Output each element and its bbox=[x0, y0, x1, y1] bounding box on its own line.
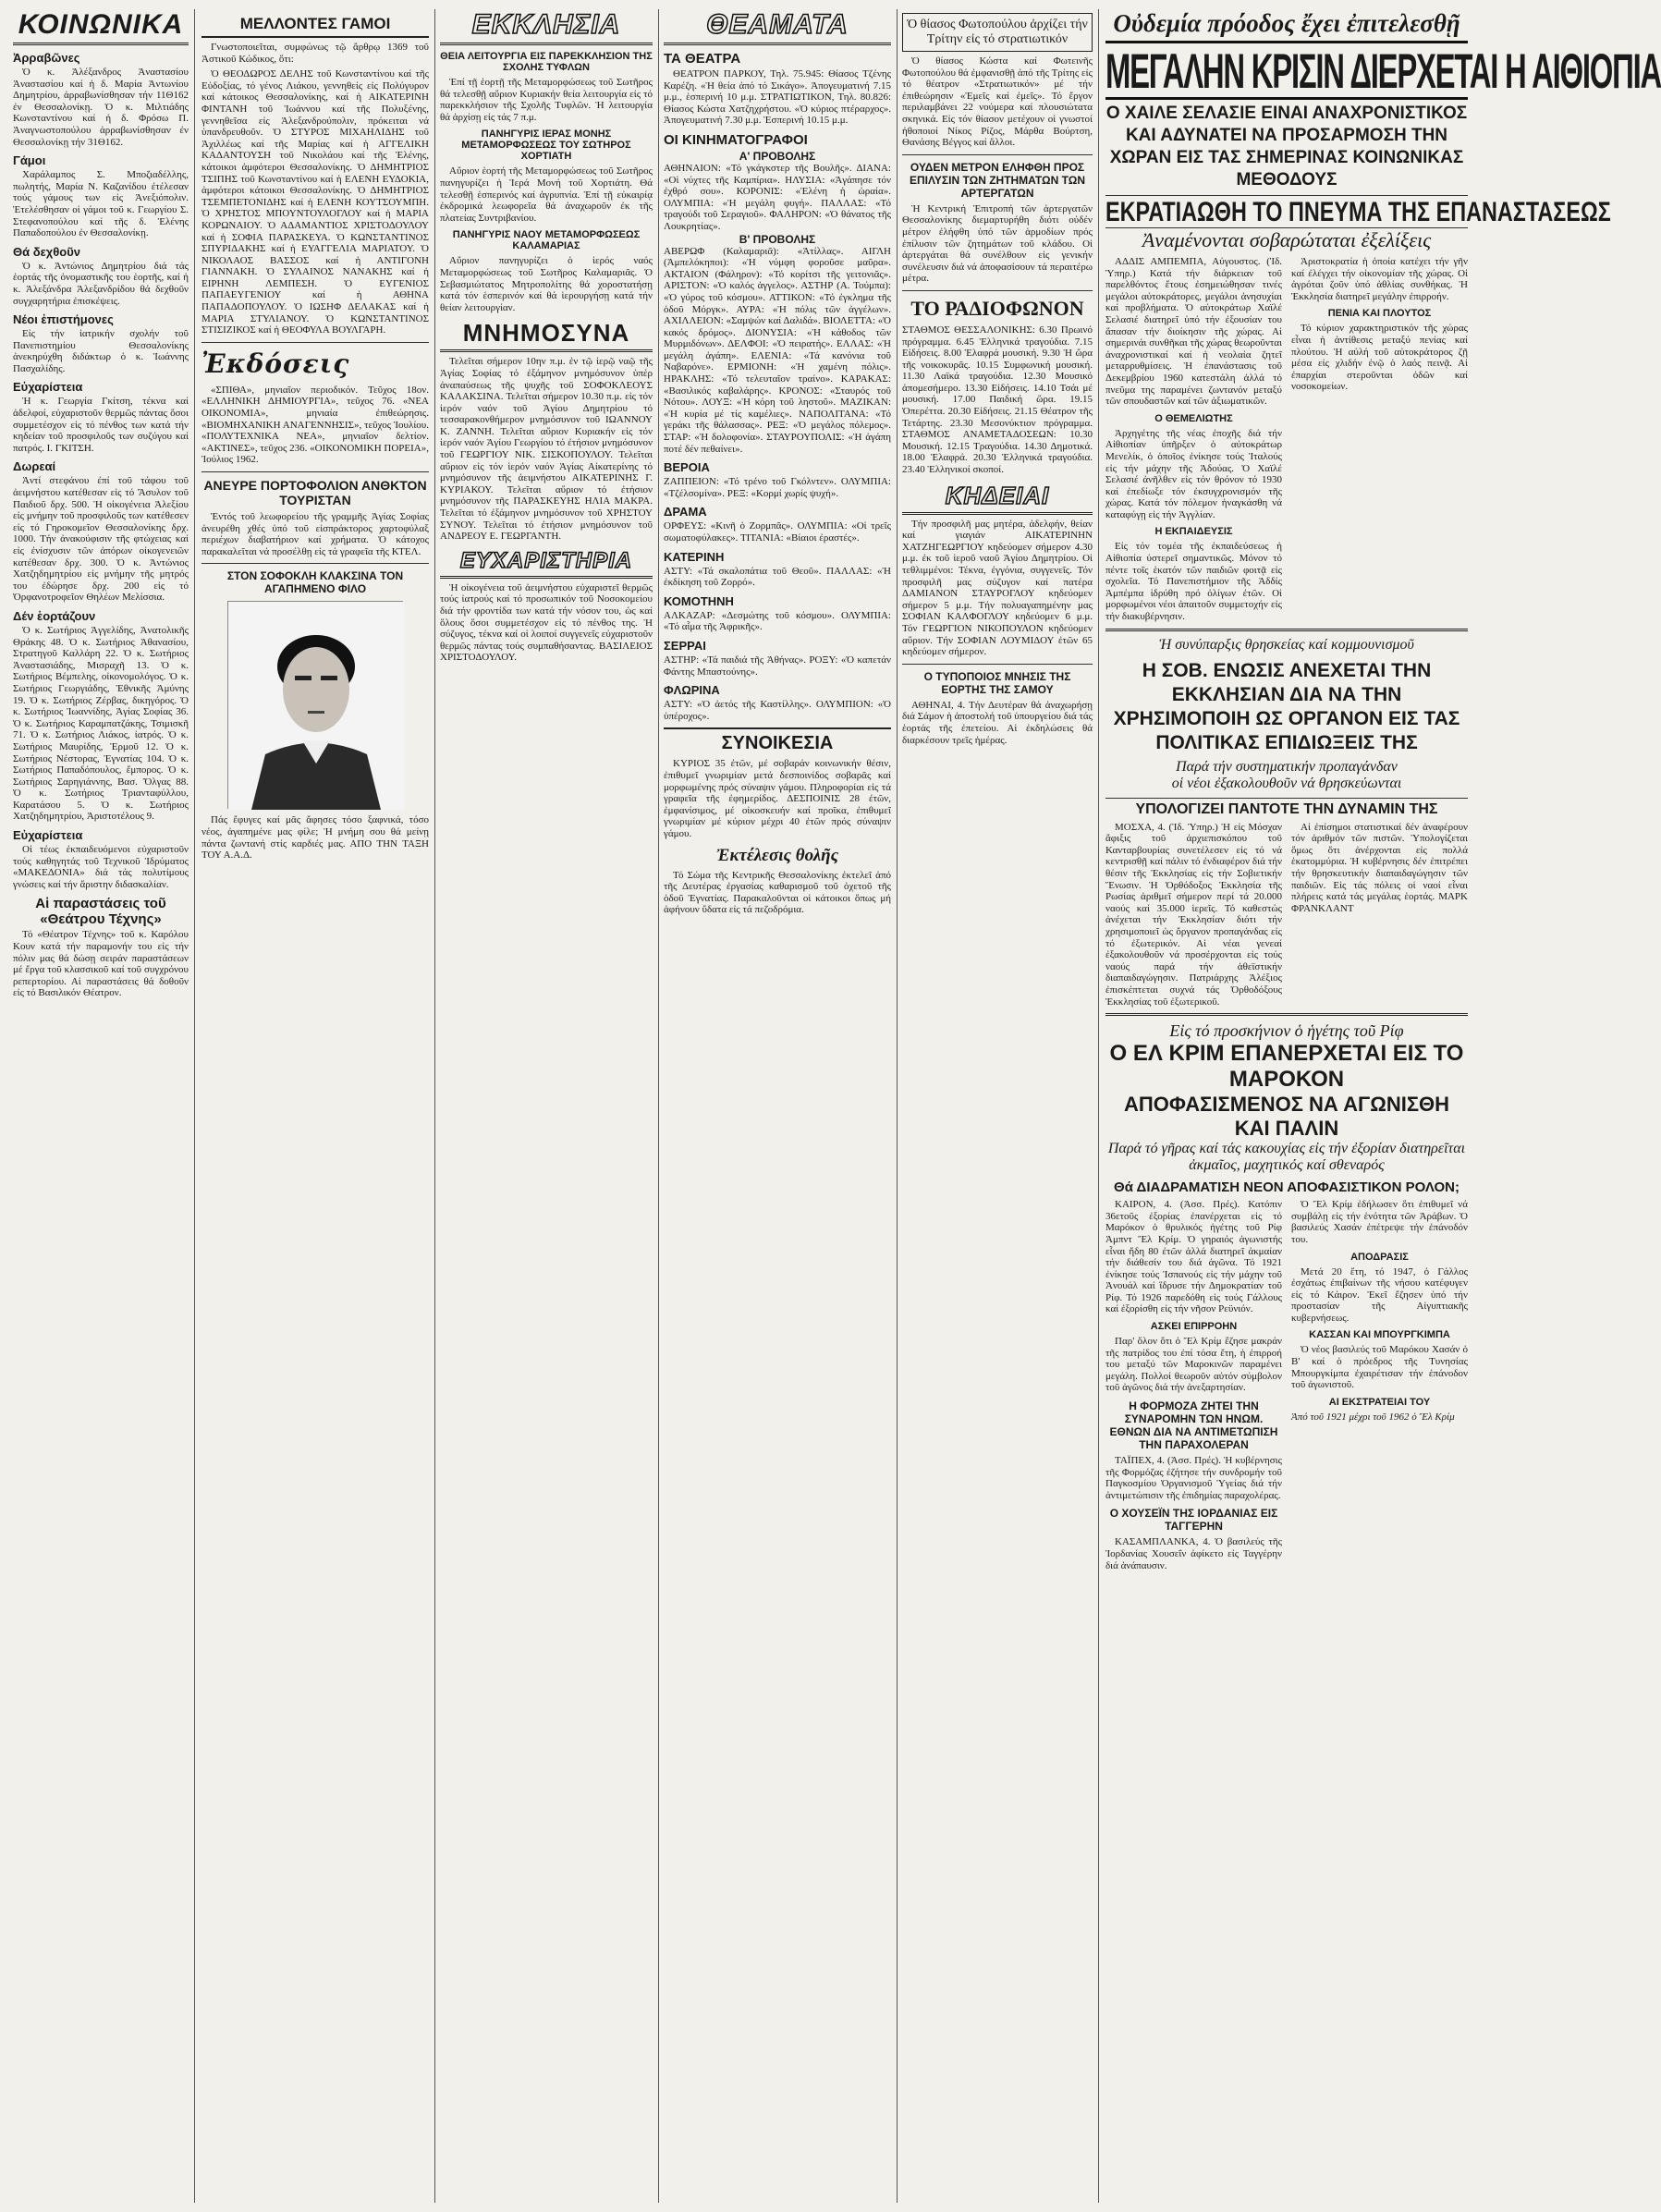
text-fotopoulos: Ὁ θίασος Κώστα καί Φωτεινῆς Φωτοπούλου θά ἐμφανισθῇ ἀπό τῆς Τρίτης εἰς τό θέατρον «Στρατιωτικόν» μέ τήν ἐπιθεώρησιν «Ἐμεῖς καί ἐμεῖς». Τό ἔργον περιλαμβάνει 22 νούμερα καί πλουσιώτατα σκηνικά. Εἰς τόν θίασον μετέχουν οἱ γνωστοί ἠθοποιοί Νίκος Ρίζος, Μάρθα Βούρτση, Θανάσης Βέγγος καί ἄλλοι. bbox=[902, 55, 1093, 149]
heading-theaters: ΤΑ ΘΕΑΤΡΑ bbox=[664, 51, 741, 67]
section-title-social: ΚΟΙΝΩΝΙΚΑ bbox=[13, 9, 189, 45]
theater-announcement-box bbox=[902, 13, 1093, 52]
text-ussr-church-2: Αἱ ἐπίσημοι στατιστικαί δέν ἀναφέρουν τόν ἀριθμόν τῶν πιστῶν. Ὑπολογίζεται ὅμως ὅτι ἀνέρχονται εἰς πολλά ἑκατομμύρια. Ἡ κυβέρνησις δέν ἐπιτρέπει τήν θρησκευτικήν διαπαιδαγώγησιν τῶν παιδιῶν. Εἰς τάς πόλεις οἱ ναοί εἶναι πλήρεις κατά τάς μεγάλας ἑορτάς. ΜΑΡΚ ΦΡΑΝΚΛΑΝΤ bbox=[1291, 821, 1468, 914]
column-weddings bbox=[202, 9, 429, 2203]
heading-formosa: Η ΦΟΡΜΟΖΑ ΖΗΤΕΙ ΤΗΝ ΣΥΝΑΡΟΜΗΝ ΤΩΝ ΗΝΩΜ. ΕΘΝΩΝ ΔΙΑ ΝΑ ΑΝΤΙΜΕΤΩΠΙΣΗ ΤΗΝ ΠΑΡΑΧΟΛΕΡΑΝ bbox=[1109, 1399, 1278, 1452]
heading-cinemas: ΟΙ ΚΙΝΗΜΑΤΟΓΡΑΦΟΙ bbox=[664, 131, 808, 148]
lead-headline-ethiopia: ΜΕΓΑΛΗΝ ΚΡΙΣΙΝ ΔΙΕΡΧΕΤΑΙ Η ΑΙΘΙΟΠΙΑ bbox=[1105, 44, 1661, 99]
caption-campaigns: ΑΙ ΕΚΣΤΡΑΤΕΙΑΙ ΤΟΥ bbox=[1328, 1396, 1431, 1408]
text-found-wallet: Ἐντός τοῦ λεωφορείου τῆς γραμμῆς Ἀγίας Σοφίας ἀνευρέθη χθές ὑπό τοῦ εἰσπράκτορος χαρτοφύλαξ περιέχων διαβατήριον καί χρήματα. Ὁ κάτοχος παρακαλεῖται νά προσέλθῃ εἰς τά γραφεῖα τῆς ΚΤΕΛ. bbox=[202, 511, 429, 557]
heading-weddings: Γάμοι bbox=[13, 153, 46, 168]
lead-kicker: Οὐδεμία πρόοδος ἔχει ἐπιτελεσθῇ bbox=[1113, 9, 1460, 37]
text-founder: Ἀρχηγέτης τῆς νέας ἐποχῆς διά τήν Αἰθιοπίαν ὑπῆρξεν ὁ αὐτοκράτωρ Μενελίκ, ὁ ὁποῖος ἐνίκησε τούς Ἰταλούς εἰς τήν μάχην τῆς Ἀδούας. Ὁ Χαϊλέ Σελασιέ ἀνῆλθεν εἰς τόν θρόνον τό 1930 καί ἐπεδίωξε τόν ἐκσυγχρονισμόν τῆς χώρας. Κατά τόν πόλεμον ἠναγκάσθη νά καταφύγῃ εἰς τήν Ἀγγλίαν. bbox=[1105, 427, 1282, 520]
headline-revolution-spirit: ΕΚΡΑΤΙΑΩΘΗ ΤΟ ΠΝΕΥΜΑ ΤΗΣ ΕΠΑΝΑΣΤΑΣΕΩΣ bbox=[1105, 197, 1611, 227]
section-title-memorials: ΜΝΗΜΟΣΥΝΑ bbox=[440, 319, 653, 352]
heading-escape: ΑΠΟΔΡΑΣΙΣ bbox=[1350, 1251, 1409, 1263]
text-thanks-2: Οἱ τέως ἐκπαιδευόμενοι εὐχαριστοῦν τούς καθηγητάς τοῦ Τεχνικοῦ Ἱδρύματος «ΜΑΚΕΔΟΝΙΑ» διά τάς πολυτίμους γνώσεις καί τήν ἄριστην διδασκαλίαν. bbox=[13, 844, 189, 890]
text-katerini: ΑΣΤΥ: «Τά σκαλοπάτια τοῦ Θεοῦ». ΠΑΛΛΑΣ: «Ἡ ἐκδίκηση τοῦ Ζορρό». bbox=[664, 565, 891, 589]
column-rule bbox=[897, 9, 898, 2203]
column-rule bbox=[1098, 9, 1099, 2203]
text-theater-performances: Τό «Θέατρον Τέχνης» τοῦ κ. Καρόλου Κουν κατά τήν παραμονήν του εἰς τήν πόλιν μας θά δώσῃ σειράν παραστάσεων μέ ἔργα τοῦ κλασσικοῦ καί τοῦ συγχρόνου ρεπερτορίου. Αἱ παραστάσεις θά δοθοῦν εἰς τό Βασιλικόν Θέατρον. bbox=[13, 929, 189, 999]
text-weddings: Χαράλαμπος Σ. Μποζιαδέλλης, πωλητής, Μαρία Ν. Καζανίδου ἐτέλεσαν τούς γάμους των εἰς Ἀνεξιόπολιν. Ἐτελέσθησαν οἱ γάμοι τοῦ κ. Γεωργίου Σ. Στεφανοπούλου καί τῆς δ. Ἑλένης Παπαδοπούλου ἐν Θεσσαλονίκῃ. bbox=[13, 169, 189, 239]
heading-hassan-bourguiba: ΚΑΣΣΑΝ ΚΑΙ ΜΠΟΥΡΓΚΙΜΠΑ bbox=[1309, 1329, 1450, 1341]
text-hassan-bourguiba: Ὁ νέος βασιλεύς τοῦ Μαρόκου Χασάν ὁ Β' καί ὁ πρόεδρος τῆς Τυνησίας Μπουργκίμπα ἐχαιρέτισαν τήν ἐπάνοδον τοῦ ἀγωνιστοῦ. bbox=[1291, 1344, 1468, 1391]
heading-found-wallet: ΑΝΕΥΡΕ ΠΟΡΤΟΦΟΛΙΟΝ ΑΝΘΚΤΟΝ ΤΟΥΡΙΣΤΑΝ bbox=[203, 478, 427, 507]
section-title-funerals: ΚΗΔΕΙΑΙ bbox=[902, 482, 1093, 515]
headline-calculates-power: ΥΠΟΛΟΓΙΖΕΙ ΠΑΝΤΟΤΕ ΤΗΝ ΔΥΝΑΜΙΝ ΤΗΣ bbox=[1105, 798, 1468, 818]
heading-second-run: Β' ΠΡΟΒΟΛΗΣ bbox=[739, 232, 816, 246]
section-title-entertainment: ΘΕΑΜΑΤΑ bbox=[664, 9, 891, 45]
heading-samos: Ο ΤΥΠΟΠΟΙΟΣ ΜΝΗΣΙΣ ΤΗΣ ΕΟΡΤΗΣ ΤΗΣ ΣΑΜΟΥ bbox=[923, 669, 1071, 696]
text-festival-hortiati: Αὔριον ἑορτή τῆς Μεταμορφώσεως τοῦ Σωτῆρος πανηγυρίζει ἡ Ἱερά Μονή τοῦ Χορτιάτη. Θά τελεσθῇ ἑσπερινός καί ἀγρυπνία. Ἐπί τῇ εὐκαιρίᾳ ἐκδρομικά λεωφορεῖα θά ἀναχωροῦν ἐκ τῆς πλατείας Συντριβανίου. bbox=[440, 165, 653, 224]
heading-hussein: Ο ΧΟΥΣΕΪΝ ΤΗΣ ΙΟΡΔΑΝΙΑΣ ΕΙΣ ΤΑΓΓΕΡΗΝ bbox=[1109, 1507, 1278, 1534]
heading-influence: ΑΣΚΕΙ ΕΠΙΡΡΟΗΝ bbox=[1150, 1321, 1238, 1333]
heading-fotopoulos: Ὁ θίασος Φωτοπούλου ἀρχίζει τήν Τρίτην εἰς τό στρατιωτικόν bbox=[907, 18, 1088, 46]
text-samos: ΑΘΗΝΑΙ, 4. Τήν Δευτέραν θά ἀναχωρήσῃ διά Σάμον ἡ ἀποστολή τοῦ ὑπουργείου διά τάς ἑορτάς τῆς ἐπετείου. Αἱ ἐκδηλώσεις θά διαρκέσουν τρεῖς ἡμέρας. bbox=[902, 699, 1093, 746]
text-first-run: ΑΘΗΝΑΙΟΝ: «Τό γκάγκστερ τῆς Βουλῆς». ΔΙΑΝΑ: «Οἱ νύχτες τῆς Καμπίρια». ΗΛΥΣΙΑ: «Ἀγάπησε τόν ἐχθρό σου». ΚΟΡΟΝΙΣ: «Ἑλένη ἡ ὡραία». ΟΛΥΜΠΙΑ: «Ἡ μεγάλη φυγή». ΠΑΛΛΑΣ: «Τό τραγούδι τοῦ Σεραγιοῦ». ΦΑΛΗΡΟΝ: «Ὁ θάνατος τῆς Λουκρητίας». bbox=[664, 162, 891, 232]
heading-thanks-2: Εὐχαρίστεια bbox=[13, 828, 83, 843]
column-lead-stories bbox=[1105, 9, 1661, 2203]
section-title-upcoming-weddings: ΜΕΛΛΟΝΤΕΣ ΓΑΜΟΙ bbox=[202, 15, 429, 38]
column-church bbox=[440, 9, 653, 2203]
text-komotini: ΑΛΚΑΖΑΡ: «Δεσμώτης τοῦ κόσμου». ΟΛΥΜΠΙΑ: «Τό αἷμα τῆς Ἀφρικῆς». bbox=[664, 609, 891, 633]
text-thanks: Ἡ κ. Γεωργία Γκίτση, τέκνα καί ἀδελφοί, εὐχαριστοῦν θερμῶς πάντας ὅσοι συμμετέσχον εἰς τό πένθος των κατά τήν κηδείαν τοῦ προσφιλοῦς των συζύγου καί πατρός. Ι. ΓΚΙΤΣΗ. bbox=[13, 396, 189, 454]
text-publications: «ΣΠΙΘΑ», μηνιαῖον περιοδικόν. Τεῦχος 18ον. «ΕΛΛΗΝΙΚΗ ΔΗΜΙΟΥΡΓΙΑ», τεῦχος 76. «ΝΕΑ ΟΙΚΟΝΟΜΙΑ», μηνιαία ἐπιθεώρησις. «ΒΙΟΜΗΧΑΝΙΚΗ ΑΝΑΓΕΝΝΗΣΙΣ», τεῦχος Ἰουλίου. «ΠΟΛΥΤΕΧΝΙΚΑ ΝΕΑ», μηνιαῖον δελτίον. «ΑΚΤΙΝΕΣ», τεῦχος 236. «ΟΙΚΟΝΟΜΙΚΗ ΠΟΡΕΙΑ», Ἰούλιος 1962. bbox=[202, 384, 429, 466]
heading-katerini: ΚΑΤΕΡΙΝΗ bbox=[664, 549, 725, 564]
heading-drama: ΔΡΑΜΑ bbox=[664, 505, 707, 519]
heading-serres: ΣΕΡΡΑΙ bbox=[664, 638, 706, 653]
text-memorial: Πάς ἔφυγες καί μᾶς ἄφησες τόσο ξαφνικά, τόσο νέος, ἀγαπημένε μας φίλε; Ἡ μνήμη σου θά μείνῃ πάντα ζωντανή στίς καρδιές μας. ΑΠΟ ΤΗΝ ΤΑΞΗ ΤΟΥ Α.Α.Δ. bbox=[202, 814, 429, 862]
text-hussein: ΚΑΣΑΜΠΛΑΝΚΑ, 4. Ὁ βασιλεύς τῆς Ἰορδανίας Χουσεΐν ἀφίκετο εἰς Ταγγέρην διά ἀνάπαυσιν. bbox=[1105, 1536, 1282, 1571]
portrait-photo-icon bbox=[228, 602, 404, 810]
heading-komotini: ΚΟΜΟΤΗΝΗ bbox=[664, 593, 734, 608]
text-ethiopia-right: Ἀριστοκρατία ἡ ὁποία κατέχει τήν γῆν καί ἐλέγχει τήν οἰκονομίαν τῆς χώρας. Οἱ ἀγρόται ζοῦν ὑπό ἀθλίας συνθήκας. Ἡ Ἐκκλησία διατηρεῖ μεγάλην ἐπιρροήν. bbox=[1291, 256, 1468, 302]
section-title-publications: Ἐκδόσεις bbox=[202, 348, 350, 379]
text-ethiopia-lead: ΑΔΔΙΣ ΑΜΠΕΜΠΑ, Αὐγουστος. (Ἰδ. Ὑπηρ.) Κατά τήν διάρκειαν τοῦ παρελθόντος ἔτους ἐσημειώθησαν τινές μεγάλοι αὐτοκράτορες, μεγάλοι ἀνησυχίαι καί προβλήματα. Ὁ αὐτοκράτωρ Χαϊλέ Σελασιέ διατηρεῖ ὑπό τήν ἐξουσίαν του ἅπασαν τήν διοίκησιν τῆς χώρας. Αἱ σημερινάι συνθῆκαι τῆς χώρας θεωροῦνται ἀναχρονιστικαί καί ἡ νεολαία ζητεῖ μεταρρυθμίσεις. Ἡ ἐπανάστασις τοῦ Δεκεμβρίου 1960 κατεστάλη ἀλλά τό πνεῦμα της παραμένει ζωντανόν μεταξύ τῶν σπουδαστῶν καί τῶν ἀξιωματικῶν. bbox=[1105, 256, 1282, 408]
text-education: Εἰς τόν τομέα τῆς ἐκπαιδεύσεως ἡ Αἰθιοπία ὑστερεῖ σημαντικῶς. Μόνον τό πέντε τοῖς ἑκατόν τῶν παιδιῶν φοιτᾷ εἰς σχολεῖα. Τό Πανεπιστήμιον τῆς Ἀδδίς Ἀμπέμπα ἱδρύθη πρό ὀλίγων ἐτῶν. Οἱ μορφωμένοι νέοι ἀπαιτοῦν συμμετοχήν εἰς τήν διακυβέρνησιν. bbox=[1105, 541, 1282, 623]
heading-first-run: Α' ΠΡΟΒΟΛΗΣ bbox=[739, 149, 816, 163]
text-second-run: ΑΒΕΡΩΦ (Καλαμαριᾶ): «Ἀτίλλας». ΑΙΓΛΗ (Ἀμπελόκηποι): «Ἡ νύμφη φοροῦσε μαῦρα». ΑΚΤΑΙΟΝ (Φάληρον): «Τό κορίτσι τῆς γειτονιᾶς». ΑΡΙΣΤΟΝ: «Ὁ καλός ἀγγελος». ΑΣΤΗΡ (Α. Τούμπα): «Ὁ γύρος τοῦ κόσμου». ΑΤΤΙΚΟΝ: «Τό ἐγκλημα τῆς ὁδοῦ Μόργκ». ΑΥΡΑ: «Ἡ πόλις τῶν ἀγγέλων». ΑΧΙΛΛΕΙΟΝ: «Σαμψών καί Δαλιδά». ΒΙΟΛΕΤΤΑ: «Ὁ κακός δρόμος». ΔΙΟΝΥΣΙΑ: «Ἡ κάθοδος τῶν Μυρμιδόνων». ΔΕΛΦΟΙ: «Ὁ πειρατής». ΕΛΛΑΣ: «Ἡ μεγάλη ἀγάπη». ΕΛΕΝΙΑ: «Τά κανόνια τοῦ Ναβαρόνε». ΕΡΜΙΟΝΗ: «Ἡ χαμένη πόλις». ΗΡΑΚΛΗΣ: «Τό τελευταῖον τραίνο». ΚΑΡΑΚΑΣ: «Βασιλικός καβαλάρης». ΚΡΟΝΟΣ: «Σταυρός τοῦ Νότου». ΛΟΥΞ: «Ἡ κόρη τοῦ ληστοῦ». ΜΑΖΙΚΑΝ: «Ἡ κυρία μέ τίς καμέλιες». ΝΑΠΟΛΙΤΑΝΑ: «Τό γεράκι τῆς θάλασσας». ΡΕΞ: «Ὁ μεγάλος πόλεμος». ΣΤΑΡ: «Ἡ δολοφονία». ΣΤΑΥΡΟΥΠΟΛΙΣ: «Ἡ ἀγάπη ποτέ δέν πεθαίνει». bbox=[664, 245, 891, 455]
heading-bakers: ΟΥΔΕΝ ΜΕΤΡΟΝ ΕΛΗΦΘΗ ΠΡΟΣ ΕΠΙΛΥΣΙΝ ΤΩΝ ΖΗΤΗΜΑΤΩΝ ΤΩΝ ΑΡΤΕΡΓΑΤΩΝ bbox=[910, 160, 1085, 200]
heading-donations: Δωρεαί bbox=[13, 459, 56, 474]
section-title-church: ΕΚΚΛΗΣΙΑ bbox=[440, 9, 653, 45]
text-memorials: Τελεῖται σήμερον 10ην π.μ. ἐν τῷ ἱερῷ ναῷ τῆς Ἁγίας Σοφίας τό ἐξάμηνον μνημόσυνον ὑπέρ ἀναπαύσεως τῆς ψυχῆς τοῦ ΣΟΦΟΚΛΕΟΥΣ ΚΑΛΑΚΣΙΝΑ. Τελεῖται σήμερον 10.30 π.μ. εἰς τόν ἱερόν ναόν τοῦ Ἁγίου Δημητρίου τό τεσσαρακονθήμερον μνημόσυνον τοῦ ΙΩΑΝΝΟΥ Κ. ΖΑΝΝΗ. Τελεῖται αὔριον Κυριακήν εἰς τόν ἱερόν ναόν Ἁγίου Γεωργίου τό ἐτήσιον μνημόσυνον τοῦ ΓΕΩΡΓΙΟΥ ΝΙΚ. ΣΙΣΚΟΠΟΥΛΟΥ. Τελεῖται αὔριον εἰς τόν ἱερόν ναόν Ἁγίας Αἰκατερίνης τό μνημόσυνον τῆς ἀειμνήστου ΑΙΚΑΤΕΡΙΝΗΣ Γ. ΚΥΡΙΑΚΟΥ. Τελεῖται αὔριον τό ἐτήσιον μνημόσυνον τῆς ΠΑΡΑΣΚΕΥΗΣ ΗΛΙΑ ΜΑΚΡΑ. Τελεῖται τό ἐξάμηνον μνημόσυνον τοῦ ΧΡΗΣΤΟΥ ΣΥΝΟΥ. Τελεῖται τό ἐτήσιον μνημόσυνον τοῦ ΑΝΔΡΕΟΥ Ε. ΓΕΩΡΓΑΝΤΗ. bbox=[440, 356, 653, 543]
heading-memorial-photo: ΣΤΟΝ ΣΟΦΟΚΛΗ ΚΛΑΚΣΙΝΑ ΤΟΝ ΑΓΑΠΗΜΕΝΟ ΦΙΛΟ bbox=[226, 569, 404, 596]
heading-education: Η ΕΚΠΑΙΔΕΥΣΙΣ bbox=[1154, 526, 1233, 538]
heading-receptions: Θά δεχθοῦν bbox=[13, 244, 81, 259]
text-engagements: Ὁ κ. Ἀλέξανδρος Ἀναστασίου Ἀναστασίου καί ἡ δ. Μαρία Ἀντωνίου Δημητρίου, ἀρραβωνίσθησαν τήν 11Θ162 ἐν Θεσσαλονίκῃ. Ὁ κ. Μιλτιάδης Κωνσταντίνου καί ἡ δ. Φρόσω Π. Ἀναγνωστοπούλου ἀρραβωνίσθησαν ἐν Θεσσαλονίκῃ τήν 31Θ162. bbox=[13, 67, 189, 148]
deck-new-role: Θά ΔΙΑΔΡΑΜΑΤΙΣΗ ΝΕΟΝ ΑΠΟΦΑΣΙΣΤΙΚΟΝ ΡΟΛΟΝ; bbox=[1114, 1179, 1459, 1196]
text-new-scientists: Εἰς τήν ἰατρικήν σχολήν τοῦ Πανεπιστημίου Θεσσαλονίκης ἀνεκηρύχθη διδάκτωρ ὁ κ. Ἰωάννης Πασχαλίδης. bbox=[13, 328, 189, 374]
deck-propaganda: Παρά τήν συστηματικήν προπαγάνδαν bbox=[1176, 758, 1398, 775]
text-el-krim-right: Ὁ Ἔλ Κρίμ ἐδήλωσεν ὅτι ἐπιθυμεῖ νά συμβάλῃ εἰς τήν ἑνότητα τῶν Ἀράβων. Ὁ βασιλεύς Χασάν ἐπέτρεψε τήν ἐπάνοδόν του. bbox=[1291, 1199, 1468, 1245]
heading-liturgy: ΘΕΙΑ ΛΕΙΤΟΥΡΓΙΑ ΕΙΣ ΠΑΡΕΚΚΛΗΣΙΟΝ ΤΗΣ ΣΧΟΛΗΣ ΤΥΦΛΩΝ bbox=[440, 51, 653, 73]
text-theaters: ΘΕΑΤΡΟΝ ΠΑΡΚΟΥ, Τηλ. 75.945: Θίασος Τζένης Καρέζη. «Ἡ θεία ἀπό τό Σικάγο». Ἀπογευματινή 7.15 μ.μ., ἑσπερινή 10 μ.μ. ΣΤΡΑΤΙΩΤΙΚΟΝ, Τηλ. 80.826: Θίασος Κώστα Χατζηχρήστου. «Ὁ κύριος πτέραρχος». Ἀπογευματινή 7.30 μ.μ. Ἑσπερινή 10.15 μ.μ. bbox=[664, 68, 891, 127]
section-title-matchmaking: ΣΥΝΟΙΚΕΣΙΑ bbox=[664, 727, 891, 754]
text-works: Τό Σώμα τῆς Κεντρικῆς Θεσσαλονίκης ἐκτελεῖ ἀπό τῆς Δευτέρας ἐργασίας καθαρισμοῦ τοῦ ὀχετοῦ τῆς ὁδοῦ Ἐγνατίας. Παρακαλοῦνται οἱ κάτοικοι ὅπως μή ἀφήνουν ὕδατα εἰς τά πεζοδρόμια. bbox=[664, 869, 891, 916]
text-el-krim: ΚΑΙΡΟΝ, 4. (Ἀσσ. Πρές). Κατόπιν 36ετοῦς ἐξορίας ἐπανέρχεται εἰς τό Μαρόκον ὁ θρυλικός ἡγέτης τοῦ Ρίφ Ἀμπντ Ἔλ Κρίμ. Ὁ γηραιός ἀγωνιστής εἶναι ἤδη 80 ἐτῶν ἀλλά διατηρεῖ ἀκμαίαν τήν διάθεσίν του διά ἀγῶνα. Τό 1921 ἐνίκησε τούς Ἱσπανούς εἰς τήν μάχην τοῦ Ἀνουάλ καί ἵδρυσε τήν Δημοκρατίαν τοῦ Ρίφ. Τό 1926 παρεδόθη εἰς τούς Γάλλους καί ἐξορίσθη εἰς τήν νῆσον Ρεϋνιόν. bbox=[1105, 1199, 1282, 1315]
text-veria: ΖΑΠΠΕΙΟΝ: «Τό τρένο τοῦ Γκόλντεν». ΟΛΥΜΠΙΑ: «Τζέλσομίνα». ΡΕΞ: «Κορμί χωρίς ψυχή». bbox=[664, 476, 891, 499]
column-social bbox=[13, 9, 189, 2203]
section-title-radio: ΤΟ ΡΑΔΙΟΦΩΝΟΝ bbox=[910, 296, 1084, 320]
text-weddings-list: Ὁ ΘΕΟΔΩΡΟΣ ΔΕΛΗΣ τοῦ Κωνσταντίνου καί τῆς Εὐδοξίας, τό γένος Λιάκου, γεννηθείς εἰς Πολύγυρον καί κάτοικος Θεσσαλονίκης, καί ἡ ΑΙΚΑΤΕΡΙΝΗ ΦΙΝΤΑΝΗ τοῦ Ἰωάννου καί τῆς Πολυξένης, γεννηθεῖσα εἰς Ἀλεξανδρούπολιν, πρόκειται νά ὑπανδρευθοῦν. Ὁ ΣΤΥΡΟΣ ΜΙΧΑΗΛΙΔΗΣ τοῦ Ἀχιλλέως καί τῆς Μαρίας καί ἡ ΑΓΓΕΛΙΚΗ ΚΑΔΑΝΤΟΥΣΗ τοῦ Νικολάου καί τῆς Ἑλένης, κάτοικοι ἀμφότεροι Θεσσαλονίκης. Ὁ ΔΗΜΗΤΡΙΟΣ ΤΣΙΠΗΣ τοῦ Κωνσταντίνου καί ἡ ΕΛΕΝΗ ΕΥΔΟΚΙΑ, ἀμφότεροι κάτοικοι Θεσσαλονίκης. Ὁ ΔΗΜΗΤΡΙΟΣ ΤΣΕΜΠΕΤΟΝΙΔΗΣ καί ἡ ΕΛΕΝΗ ΚΟΥΤΣΟΥΜΠΗ. Ὁ ΧΡΗΣΤΟΣ ΜΠΟΥΝΤΟΥΛΟΓΛΟΥ καί ἡ ΜΑΡΙΑ ΚΟΡΩΝΑΙΟΥ. Ὁ ΑΔΑΜΑΝΤΙΟΣ ΧΡΙΣΤΟΔΟΥΛΟΥ καί ἡ ΣΟΦΙΑ ΠΑΡΑΣΚΕΥΑ. Ὁ ΚΩΝΣΤΑΝΤΙΝΟΣ ΣΠΥΡΙΔΑΚΗΣ καί ἡ ΕΥΑΓΓΕΛΙΑ ΜΑΡΙΑΤΟΥ. Ὁ ΝΙΚΟΛΑΟΣ ΒΑΣΣΟΣ καί ἡ ΑΝΤΙΓΟΝΗ ΓΙΑΝΝΑΚΗ. Ὁ ΣΥΛΑΙΝΟΣ ΝΑΝΑΚΗΣ καί ἡ ΕΙΡΗΝΗ ΛΕΜΠΕΣΗ. Ὁ ΕΥΓΕΝΙΟΣ ΠΑΠΑΕΥΓΕΝΙΟΥ καί ἡ ΑΘΗΝΑ ΠΑΠΑΔΟΠΟΥΛΟΥ. Ὁ ΙΩΣΗΦ ΔΕΛΑΚΑΣ καί ἡ ΜΑΡΙΑ ΣΤΥΛΙΑΝΟΥ. Ὁ ΚΩΝΣΤΑΝΤΙΝΟΣ ΣΤΙΣΙΖΙΚΟΣ καί ἡ ΘΕΟΦΥΛΑ ΒΟΥΛΓΑΡΗ. bbox=[202, 68, 429, 336]
text-liturgy: Ἐπί τῇ ἑορτῇ τῆς Μεταμορφώσεως τοῦ Σωτῆρος θά τελεσθῇ αὔριον Κυριακήν θεία λειτουργία εἰς τό παρεκκλήσιον τῆς Σχολῆς Τυφλῶν. Ἡ λειτουργία θά ἀρχίσῃ εἰς τάς 7 π.μ. bbox=[440, 77, 653, 123]
deck-developments: Ἀναμένονται σοβαρώταται ἐξελίξεις bbox=[1142, 228, 1432, 251]
deck-exile: Παρά τό γῆρας καί τάς κακουχίας εἰς τήν ἐξορίαν διατηρεῖται ἀκμαῖος, μαχητικός καί σθεναρός bbox=[1107, 1141, 1466, 1174]
headline-fight-again: ΑΠΟΦΑΣΙΣΜΕΝΟΣ ΝΑ ΑΓΩΝΙΣΘΗ ΚΑΙ ΠΑΛΙΝ bbox=[1123, 1093, 1450, 1141]
heading-theater-performances: Αἱ παραστάσεις τοῦ «Θεάτρου Τέχνης» bbox=[35, 896, 166, 928]
section-title-thanksgiving: ΕΥΧΑΡΙΣΤΗΡΙΑ bbox=[440, 548, 653, 579]
headline-el-krim: Ο ΕΛ ΚΡΙΜ ΕΠΑΝΕΡΧΕΤΑΙ ΕΙΣ ΤΟ ΜΑΡΟΚΟΝ bbox=[1109, 1041, 1464, 1093]
deck-rif-leader: Εἰς τό προσκήνιον ὁ ἡγέτης τοῦ Ρίφ bbox=[1169, 1021, 1404, 1041]
text-formosa: ΤΑΪΠΕΧ, 4. (Ἀσσ. Πρές). Ἡ κυβέρνησις τῆς Φορμόζας ἐζήτησε τήν συνδρομήν τοῦ Παγκοσμίου Ὀργανισμοῦ Ὑγείας διά τήν ἀντιμετώπισιν τῆς ἐπιδημίας παραχολέρας. bbox=[1105, 1455, 1282, 1501]
column-entertainment bbox=[664, 9, 891, 2203]
heading-poverty: ΠΕΝΙΑ ΚΑΙ ΠΛΟΥΤΟΣ bbox=[1327, 308, 1432, 320]
deck-religion-communism: Ἡ συνύπαρξις θρησκείας καί κομμουνισμοῦ bbox=[1159, 636, 1414, 653]
text-poverty: Τό κύριον χαρακτηριστικόν τῆς χώρας εἶναι ἡ ἀντίθεσις μεταξύ πενίας καί πλούτου. Ἡ αὐλή τοῦ αὐτοκράτορος ζῇ μέσα εἰς χλιδήν ἐνῷ ὁ λαός πεινᾷ. Αἱ ἐπαρχίαι στεροῦνται ὁδῶν καί νοσοκομείων. bbox=[1291, 323, 1468, 393]
text-bakers: Ἡ Κεντρική Ἐπιτροπή τῶν ἀρτεργατῶν Θεσσαλονίκης διεμαρτυρήθη διότι οὐδέν μέτρον ἐλήφθη ὑπό τῶν ἁρμοδίων πρός ἐπίλυσιν τῶν ζητημάτων τοῦ κλάδου. Οἱ ἀρτεργάται θά συνέλθουν εἰς γενικήν συνέλευσιν διά νά ἀποφασίσουν τά περαιτέρω μέτρα. bbox=[902, 202, 1093, 285]
column-rule bbox=[434, 9, 435, 2203]
heading-florina: ΦΛΩΡΙΝΑ bbox=[664, 683, 720, 698]
text-festival-kalamaria: Αὔριον πανηγυρίζει ὁ ἱερός ναός Μεταμορφώσεως τοῦ Σωτῆρος Καλαμαριᾶς. Ὁ Σεβασμιώτατος Μητροπολίτης θά χοροστατήσῃ κατά τόν ἑσπερινόν καί θά ἱερουργήσῃ κατά τήν θείαν λειτουργίαν. bbox=[440, 255, 653, 313]
text-florina: ΑΣΤΥ: «Ὁ ἀετός τῆς Καστίλλης». ΟΛΥΜΠΙΟΝ: «Ὁ ὑπέροχος». bbox=[664, 699, 891, 722]
text-escape: Μετά 20 ἔτη, τό 1947, ὁ Γάλλος ἐσχάτως ἐπιβαίνων τῆς νήσου κατέφυγεν εἰς τό Κάιρον. Ἐκεῖ ἔζησεν ὑπό τήν προστασίαν τῆς Αἰγυπτιακῆς κυβερνήσεως. bbox=[1291, 1265, 1468, 1324]
heading-works: Ἐκτέλεσις θολῆς bbox=[715, 845, 839, 865]
column-rule bbox=[194, 9, 195, 2203]
heading-engagements: Ἀρραβῶνες bbox=[13, 51, 80, 65]
text-not-celebrating: Ὁ κ. Σωτήριος Ἀγγελίδης, Ἀνατολικῆς Θράκης 48. Ὁ κ. Σωτήριος Ἀθανασίου, Στρατηγοῦ Καλλάρη 22. Ὁ κ. Σωτήριος Ἀναστασιάδης, Μισραχῆ 13. Ὁ κ. Σωτήριος Βέμπελης, οἰκονομολόγος. Ὁ κ. Σωτήριος Γεωργιάδης, Ἐθνικῆς Ἀμύνης 19. Ὁ κ. Σωτήριος Ζέρβας, δικηγόρος. Ὁ κ. Σωτήριος Ἰωαννίδης, Ἀγίας Σοφίας 36. Ὁ κ. Σωτήριος Καραμπατζάκης, Τσιμισκῆ 71. Ὁ κ. Σωτήριος Λιάκος, ἰατρός. Ὁ κ. Σωτήριος Μαυρίδης, Ἑρμοῦ 12. Ὁ κ. Σωτήριος Νέστορας, Ἐγνατίας 104. Ὁ κ. Σωτήριος Παπαδόπουλος, ἔμπορος. Ὁ κ. Σωτήριος Σαρηγιάννης, Βασ. Ὄλγας 88. Ὁ κ. Σωτήριος Τριανταφύλλου, Καρατάσου 5. Ὁ κ. Σωτήριος Χατζηδημητρίου, Ἀριστοτέλους 9. bbox=[13, 624, 189, 823]
text-serres: ΑΣΤΗΡ: «Τά παιδιά τῆς Ἀθήνας». ΡΟΞΥ: «Ὁ καπετάν Φάντης Μπαστούνης». bbox=[664, 654, 891, 678]
text-thanksgiving: Ἡ οἰκογένεια τοῦ ἀειμνήστου εὐχαριστεῖ θερμῶς τούς ἰατρούς καί τό προσωπικόν τοῦ Νοσοκομείου διά τήν φροντίδα των κατά τήν νόσον του, ὡς καί ὅλους ὅσοι συμμετέσχον εἰς τό πένθος της. Ἡ σύζυγος, τέκνα καί οἱ λοιποί συγγενεῖς εὐχαριστοῦν θερμῶς πάντας τούς συμπαθήσαντας. ΒΑΣΙΛΕΙΟΣ ΧΡΙΣΤΟΔΟΥΛΟΥ. bbox=[440, 581, 653, 664]
text-weddings-intro: Γνωστοποιεῖται, συμφώνως τῷ ἄρθρῳ 1369 τοῦ Ἀστικοῦ Κώδικος, ὅτι: bbox=[202, 42, 429, 65]
text-drama: ΟΡΦΕΥΣ: «Κινῆ ὁ Ζορμπᾶς». ΟΛΥΜΠΙΑ: «Οἱ τρεῖς σωματοφύλακες». ΤΙΤΑΝΙΑ: «Βίαιοι ἐραστές». bbox=[664, 520, 891, 544]
text-influence: Παρ' ὅλον ὅτι ὁ Ἔλ Κρίμ ἔζησε μακράν τῆς πατρίδος του ἐπί τόσα ἔτη, ἡ ἐπιρροή του μεταξύ τῶν Μαροκινῶν παραμένει μεγάλη. Πολλοί θεωροῦν αὐτόν σύμβολον τοῦ ἀγῶνος διά τήν ἀνεξαρτησίαν. bbox=[1105, 1336, 1282, 1394]
text-ussr-church: ΜΟΣΧΑ, 4. (Ἰδ. Ὑπηρ.) Ἡ εἰς Μόσχαν ἄφιξις τοῦ ἀρχιεπισκόπου τοῦ Κανταρβουρίας συνετέλεσεν εἰς τό νά κεντρισθῇ καί πάλιν τό ἐνδιαφέρον διά τήν θέσιν τῆς Ἐκκλησίας εἰς τήν Σοβιετικήν Ἕνωσιν. Ἡ Ὀρθόδοξος Ἐκκλησία τῆς Ρωσίας ἀριθμεῖ σήμερον περί τά 20.000 ναούς καί 35.000 ἱερεῖς. Τό καθεστώς ἀνέχεται τήν Ἐκκλησίαν διότι τήν χρησιμοποιεῖ ὡς ὄργανον προπαγάνδας εἰς τό ἐξωτερικόν. Αἱ νέαι γενεαί ἐξακολουθοῦν νά προσέρχονται εἰς τούς ναούς παρά τήν ἀθεϊστικήν διαπαιδαγώγησιν. Πατριάρχης Ἀλέξιος ἐπισκέπτεται συχνά τάς Ὀρθοδόξους Ἐκκλησίας τοῦ ἐξωτερικοῦ. bbox=[1105, 821, 1282, 1008]
heading-thanks: Εὐχαρίστεια bbox=[13, 380, 83, 395]
heading-veria: ΒΕΡΟΙΑ bbox=[664, 460, 710, 475]
heading-festival-kalamaria: ΠΑΝΗΓΥΡΙΣ ΝΑΟΥ ΜΕΤΑΜΟΡΦΩΣΕΩΣ ΚΑΛΑΜΑΡΙΑΣ bbox=[452, 229, 641, 252]
caption-campaigns-text: Ἀπό τοῦ 1921 μέχρι τοῦ 1962 ὁ Ἔλ Κρίμ bbox=[1291, 1411, 1455, 1423]
text-donations: Ἀντί στεφάνου ἐπί τοῦ τάφου τοῦ ἀειμνήστου κατέθεσαν εἰς τό Ἄσυλον τοῦ Παιδιοῦ δρχ. 500. Ἡ οἰκογένεια Ἀλεξίου εἰς μνήμην τοῦ προσφιλοῦς των κατέθεσεν εἰς τό Γηροκομεῖον Θεσσαλονίκης δρχ. 1000. Τήν ἀνακούφισιν τῆς φτώχειας καί εἰς ἐνίσχυσιν τῶν ἀπόρων οἰκογενειῶν κατέθεσαν δρχ. 300. Ὁ κ. Ἀντώνιος Χατζηδημητρίου εἰς μνήμην τῆς μητρός του ἐδώρησε δρχ. 200 εἰς τό Ὀρφανοτροφεῖον Θηλέων Μελίσσια. bbox=[13, 475, 189, 604]
heading-not-celebrating: Δέν ἑορτάζουν bbox=[13, 608, 96, 623]
heading-new-scientists: Νέοι ἐπιστήμονες bbox=[13, 312, 114, 327]
heading-festival-hortiati: ΠΑΝΗΓΥΡΙΣ ΙΕΡΑΣ ΜΟΝΗΣ ΜΕΤΑΜΟΡΦΩΣΕΩΣ ΤΟΥ ΣΩΤΗΡΟΣ ΧΟΡΤΙΑΤΗ bbox=[461, 128, 631, 163]
lead-subheadline: Ο ΧΑΙΛΕ ΣΕΛΑΣΙΕ ΕΙΝΑΙ ΑΝΑΧΡΟΝΙΣΤΙΚΟΣ ΚΑΙ ΑΔΥΝΑΤΕΙ ΝΑ ΠΡΟΣΑΡΜΟΣΗ ΤΗΝ ΧΩΡΑΝ ΕΙΣ ΤΑΣ ΣΗΜΕΡΙΝΑΣ ΚΟΙΝΩΝΙΚΑΣ ΜΕΘΟΔΟΥΣ bbox=[1105, 104, 1468, 189]
heading-founder: Ο ΘΕΜΕΛΙΩΤΗΣ bbox=[1154, 412, 1233, 424]
text-funerals: Τήν προσφιλῆ μας μητέρα, ἀδελφήν, θείαν καί γιαγιάν ΑΙΚΑΤΕΡΙΝΗΝ ΧΑΤΖΗΓΕΩΡΓΙΟΥ κηδεύομεν σήμερον 4.30 μ.μ. ἐκ τοῦ ἱεροῦ ναοῦ Ἁγίου Δημητρίου. Οἱ τεθλιμμένοι: Τέκνα, ἐγγόνια, συγγενεῖς. Τόν προσφιλῆ μας σύζυγον καί πατέρα ΔΑΜΙΑΝΟΝ ΣΤΑΥΡΟΓΛΟΥ κηδεύομεν σήμερον 5 μ.μ. Τήν πολυαγαπημένην μας ΣΟΦΙΑΝ ΚΑΛΦΟΓΛΟΥ κηδεύομεν 6 μ.μ. Τόν ΓΕΩΡΓΙΟΝ ΝΙΚΟΠΟΥΛΟΝ κηδεύομεν αὔριον. Τήν ΣΟΦΙΑΝ ΛΟΥΜΙΔΟΥ ἐτῶν 65 κηδεύομεν σήμερον. bbox=[902, 518, 1093, 658]
text-receptions: Ὁ κ. Ἀντώνιος Δημητρίου διά τάς ἑορτάς τῆς ὀνομαστικῆς του ἑορτῆς, καί ἡ κ. Ἀλεξάνδρα Ἀλεξανδρίδου θά δεχθοῦν συγχαρητήρια ἐπισκέψεις. bbox=[13, 260, 189, 307]
text-radio: ΣΤΑΘΜΟΣ ΘΕΣΣΑΛΟΝΙΚΗΣ: 6.30 Πρωινό πρόγραμμα. 6.45 Ἑλληνικά τραγούδια. 7.15 Εἰδήσεις. 8.00 Ἐλαφρά μουσική. 9.30 Ἡ ὥρα τῆς νοικοκυρᾶς. 10.15 Συμφωνική μουσική. 11.30 Λαϊκά τραγούδια. 12.30 Μουσικό ἀπομεσήμερο. 13.30 Εἰδήσεις. 14.10 Τσάι μέ μουσική. 17.00 Παιδική ὥρα. 19.15 Ὀπερέττα. 20.30 Εἰδήσεις. 21.15 Θέατρον τῆς Τετάρτης. 23.30 Μεσονύκτιον πρόγραμμα. ΣΤΑΘΜΟΣ ΑΝΑΜΕΤΑΔΟΣΕΩΝ: 10.30 Μουσική. 12.15 Τραγούδια. 14.30 Δημοτικά. 18.00 Ἐλαφρά. 20.30 Ἑλληνικά τραγούδια. 23.40 Ἑλληνικοί σκοποί. bbox=[902, 324, 1093, 476]
headline-ussr-church: Η ΣΟΒ. ΕΝΩΣΙΣ ΑΝΕΧΕΤΑΙ ΤΗΝ ΕΚΚΛΗΣΙΑΝ ΔΙΑ ΝΑ ΤΗΝ ΧΡΗΣΙΜΟΠΟΙΗ ΩΣ ΟΡΓΑΝΟΝ ΕΙΣ ΤΑΣ ΠΟΛΙΤΙΚΑΣ ΕΠΙΔΙΩΞΕΙΣ ΤΗΣ bbox=[1113, 659, 1460, 753]
deck-young-religious: οἱ νέοι ἐξακολουθοῦν νά θρησκεύωνται bbox=[1171, 775, 1402, 791]
memorial-photo bbox=[227, 601, 403, 809]
column-radio bbox=[902, 9, 1093, 2203]
text-matchmaking: ΚΥΡΙΟΣ 35 ἐτῶν, μέ σοβαράν κοινωνικήν θέσιν, ἐπιθυμεῖ γνωριμίαν μετά δεσποινίδος σοβαρᾶς καί μορφωμένης πρός σύναψιν γάμου. Πληροφορίαι εἰς τά γραφεῖα τῆς ἐφημερίδος. ΔΕΣΠΟΙΝΙΣ 28 ἐτῶν, ἐμφανίσιμος, μέ οἰκοσκευήν καί προῖκα, ἐπιθυμεῖ γνωριμίαν μέ κύριον μέχρι 40 ἐτῶν πρός σύναψιν γάμου. bbox=[664, 758, 891, 839]
column-rule bbox=[658, 9, 659, 2203]
